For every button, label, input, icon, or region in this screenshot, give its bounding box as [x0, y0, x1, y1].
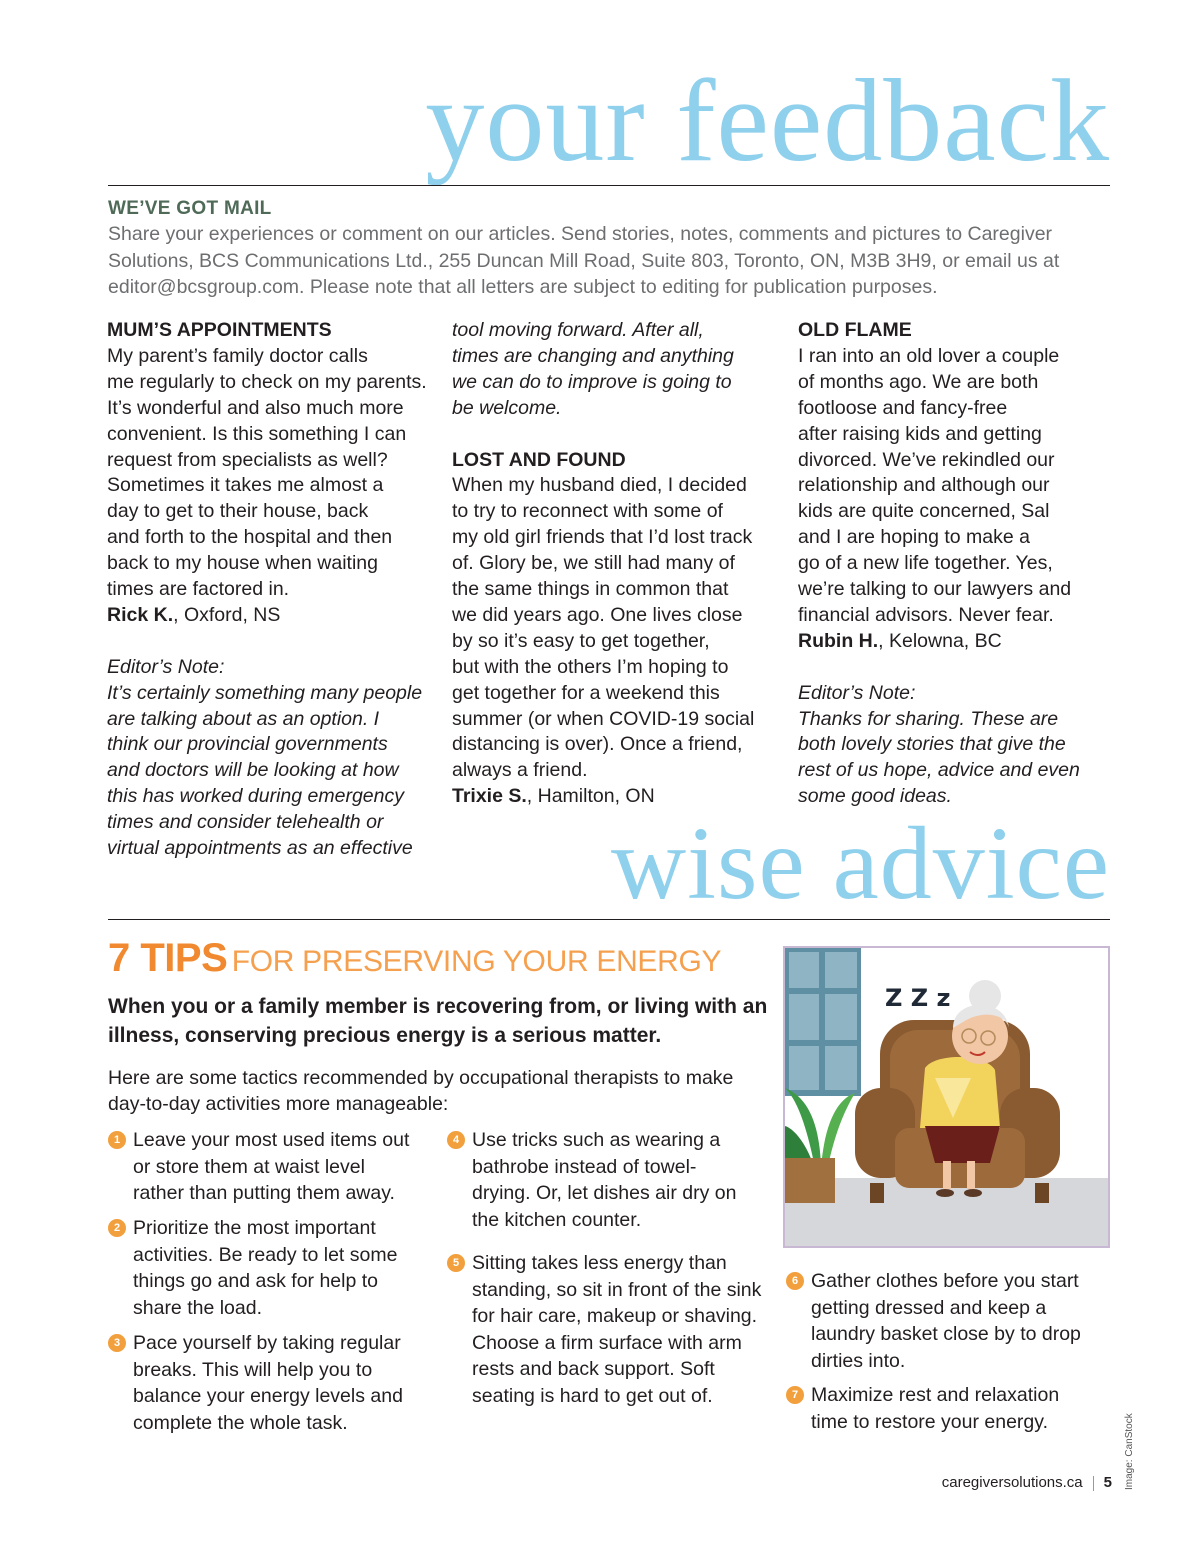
tip-text: Leave your most used items out or store them at waist level rather than putting them away.	[133, 1129, 410, 1204]
editor-note-line: rest of us hope, advice and even	[798, 759, 1080, 782]
editor-note-line: times are changing and anything	[452, 344, 734, 367]
letter-line: back to my house when waiting	[107, 552, 378, 575]
letter-line: My parent’s family doctor calls	[107, 344, 368, 367]
signature-name: Rick K.	[107, 603, 174, 626]
tip-text: Gather clothes before you start getting dressed and keep a laundry basket close by to drop dirties into.	[811, 1270, 1081, 1372]
letter-line: but with the others I’m hoping to	[452, 655, 729, 678]
editor-note-line: this has worked during emergency	[107, 785, 404, 808]
footer-site: caregiversolutions.ca	[941, 1474, 1083, 1491]
section-title-wise-advice: wise advice	[610, 806, 1110, 921]
editor-note-line: are talking about as an option. I	[107, 707, 380, 730]
letter-line: request from specialists as well?	[107, 448, 388, 471]
mail-body: Share your experiences or comment on our articles. Send stories, notes, comments and pictures to Caregiver Solutions, BCS Communications Ltd., 255 Duncan Mill Road, Suite 803, Toronto, ON, M3B 3H9, or email us at editor@bcsgroup.com. Please note that all letters are subject to editing for publication purposes.	[108, 223, 1060, 298]
letter-line: get together for a weekend this	[452, 681, 720, 704]
letter-line: always a friend.	[452, 759, 588, 782]
tip-item	[786, 1382, 1096, 1435]
editor-note-line: virtual appointments as an effective	[107, 837, 413, 860]
page-number: 5	[1103, 1474, 1112, 1491]
number-badge: 5	[447, 1254, 465, 1272]
letter-line: times are factored in.	[107, 578, 290, 601]
letter-line: after raising kids and getting	[798, 422, 1042, 445]
letter-line: and forth to the hospital and then	[107, 526, 393, 549]
tip-item	[108, 1215, 418, 1321]
editor-note-line: we can do to improve is going to	[452, 370, 732, 393]
editor-note-line: It’s certainly something many people	[107, 681, 423, 704]
letter-column-2	[452, 318, 782, 810]
letter-heading-mum: MUM’S APPOINTMENTS	[107, 319, 332, 341]
editor-note-label: Editor’s Note:	[798, 681, 916, 704]
editor-note-line: Thanks for sharing. These are	[798, 707, 1059, 730]
tips-count: 7 TIPS	[108, 936, 228, 980]
page-title: your feedback	[425, 55, 1110, 186]
letter-line: divorced. We’ve rekindled our	[798, 448, 1055, 471]
letter-line: of. Glory be, we still had many of	[452, 552, 735, 575]
letter-line: kids are quite concerned, Sal	[798, 500, 1050, 523]
tip-text: Pace yourself by taking regular breaks. This will help you to balance your energy levels and complete the whole task.	[133, 1332, 403, 1434]
letter-line: relationship and although our	[798, 474, 1050, 497]
letter-column-1	[107, 318, 442, 862]
signature-place: , Hamilton, ON	[526, 785, 655, 808]
number-badge: 1	[108, 1131, 126, 1149]
editor-note-line: some good ideas.	[798, 785, 952, 808]
letter-signature	[107, 603, 442, 629]
letter-column-3	[798, 318, 1103, 810]
number-badge: 7	[786, 1386, 804, 1404]
editor-note-label: Editor’s Note:	[107, 655, 225, 678]
letter-line: convenient. Is this something I can	[107, 422, 407, 445]
tip-item	[447, 1127, 737, 1233]
number-badge: 3	[108, 1334, 126, 1352]
letter-heading-flame: OLD FLAME	[798, 319, 912, 341]
snore-text: Z Z z	[885, 984, 951, 1012]
tips-intro: Here are some tactics recommended by occupational therapists to make day-to-day activities more manageable:	[108, 1067, 734, 1115]
top-divider	[108, 185, 1110, 186]
letter-line: summer (or when COVID-19 social	[452, 707, 755, 730]
footer	[942, 1474, 1112, 1491]
editor-note-line: be welcome.	[452, 396, 562, 419]
number-badge: 4	[447, 1131, 465, 1149]
tips-subtitle: FOR PRESERVING YOUR ENERGY	[231, 945, 722, 978]
letter-line: my old girl friends that I’d lost track	[452, 526, 753, 549]
mail-heading: WE’VE GOT MAIL	[108, 198, 272, 219]
tip-item	[786, 1268, 1096, 1374]
editor-note-line: times and consider telehealth or	[107, 811, 384, 834]
illustration-graphic	[785, 948, 1108, 1246]
tip-text: Prioritize the most important activities. Be ready to let some things go and ask for help to share the load.	[133, 1217, 398, 1319]
number-badge: 6	[786, 1272, 804, 1290]
letter-line: me regularly to check on my parents.	[107, 370, 427, 393]
editor-note-line: tool moving forward. After all,	[452, 319, 704, 341]
tip-text: Sitting takes less energy than standing, so sit in front of the sink for hair care, makeup or shaving. Choose a firm surface with arm rests and back support. Soft seating is hard to get out of.	[472, 1252, 762, 1407]
letter-line: I ran into an old lover a couple	[798, 344, 1060, 367]
letter-line: footloose and fancy-free	[798, 396, 1008, 419]
letter-line: It’s wonderful and also much more	[107, 396, 404, 419]
tips-lead: When you or a family member is recovering from, or living with an illness, conserving precious energy is a serious matter.	[108, 995, 768, 1047]
letter-line: of months ago. We are both	[798, 370, 1039, 393]
letter-heading-lost: LOST AND FOUND	[452, 448, 626, 471]
sleeping-grandma-illustration	[783, 946, 1110, 1248]
middle-divider	[108, 919, 1110, 920]
letter-line: Sometimes it takes me almost a	[107, 474, 384, 497]
letter-line: the same things in common that	[452, 578, 729, 601]
letter-line: we did years ago. One lives close	[452, 603, 743, 626]
letter-line: day to get to their house, back	[107, 500, 369, 523]
letter-line: When my husband died, I decided	[452, 474, 747, 497]
number-badge: 2	[108, 1219, 126, 1237]
signature-place: , Oxford, NS	[173, 603, 281, 626]
letter-line: we’re talking to our lawyers and	[798, 578, 1072, 601]
letter-line: financial advisors. Never fear.	[798, 603, 1054, 626]
signature-place: , Kelowna, BC	[878, 629, 1002, 652]
signature-name: Trixie S.	[452, 785, 527, 808]
tip-text: Maximize rest and relaxation time to restore your energy.	[811, 1384, 1060, 1433]
tips-heading	[108, 938, 721, 978]
tip-item	[447, 1250, 767, 1409]
tip-text: Use tricks such as wearing a bathrobe instead of towel-drying. Or, let dishes air dry on the kitchen counter.	[472, 1129, 737, 1231]
tip-item	[108, 1330, 418, 1436]
letter-signature	[798, 629, 1103, 655]
editor-note-line: think our provincial governments	[107, 733, 388, 756]
letter-line: distancing is over). Once a friend,	[452, 733, 743, 756]
image-credit: Image: CanStock	[1124, 1413, 1135, 1490]
letter-line: go of a new life together. Yes,	[798, 552, 1053, 575]
letter-line: by so it’s easy to get together,	[452, 629, 710, 652]
editor-note-line: and doctors will be looking at how	[107, 759, 399, 782]
letter-line: and I are hoping to make a	[798, 526, 1030, 549]
letter-line: to try to reconnect with some of	[452, 500, 723, 523]
tip-item	[108, 1127, 418, 1207]
editor-note-line: both lovely stories that give the	[798, 733, 1066, 756]
signature-name: Rubin H.	[798, 629, 879, 652]
